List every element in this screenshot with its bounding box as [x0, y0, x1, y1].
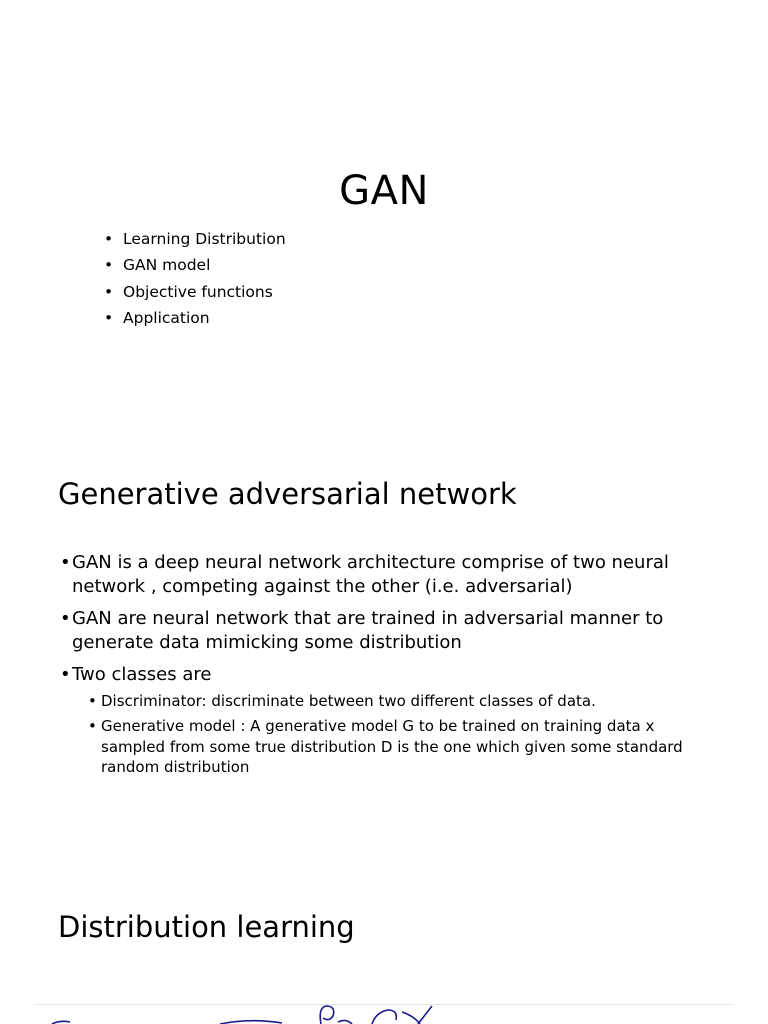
agenda-item-text: Learning Distribution	[123, 230, 286, 248]
bullet-icon: •	[60, 608, 71, 629]
bullet-icon: •	[88, 717, 97, 735]
sub-bullet-line: Discriminator: discriminate between two different classes of data.	[101, 692, 596, 710]
slide-title: GAN	[339, 168, 429, 214]
sub-bullet-line: random distribution	[101, 758, 250, 776]
bullet-icon: •	[60, 664, 71, 685]
bullet-line: network , competing against the other (i.e. adversarial)	[72, 576, 573, 597]
bullet-icon: •	[104, 282, 114, 301]
agenda-item-text: Objective functions	[123, 282, 273, 301]
bullet-icon: •	[88, 692, 97, 710]
bullet-line: GAN are neural network that are trained in adversarial manner to	[72, 608, 664, 629]
bullet-icon: •	[104, 308, 114, 327]
bullet-line: generate data mimicking some distribution	[72, 632, 462, 653]
bullet-icon: •	[104, 256, 114, 275]
bullet-line: GAN is a deep neural network architecture comprise of two neural	[72, 552, 669, 573]
bullet-icon: •	[60, 552, 71, 573]
sub-bullet-line: sampled from some true distribution D is the one which given some standard	[101, 737, 683, 756]
slide-title: Distribution learning	[58, 910, 355, 944]
sub-bullet-line: Generative model : A generative model G to be trained on training data x	[101, 717, 655, 735]
bullet-icon: •	[104, 230, 114, 248]
handwritten-annotation	[0, 998, 768, 1024]
agenda-item-text: Application	[123, 308, 210, 327]
agenda-item-text: GAN model	[123, 256, 211, 275]
slide-title: Generative adversarial network	[58, 477, 517, 511]
bullet-line: Two classes are	[72, 664, 212, 685]
